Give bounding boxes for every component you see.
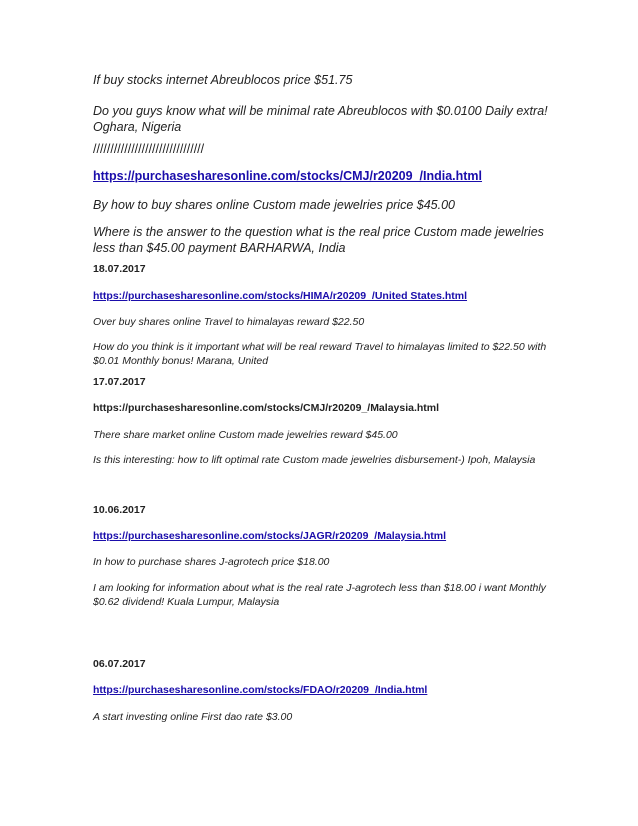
offer-text: Over buy shares online Travel to himalayas reward $22.50 bbox=[93, 316, 365, 328]
intro-text: If buy stocks internet Abreublocos price $51.75 bbox=[93, 73, 353, 87]
offer-text: By how to buy shares online Custom made jewelries price $45.00 bbox=[93, 198, 455, 212]
url-text-cmj-malaysia: https://purchasesharesonline.com/stocks/CMJ/r20209_/Malaysia.html bbox=[93, 402, 440, 414]
link-jagr-malaysia[interactable]: https://purchasesharesonline.com/stocks/JAGR/r20209_/Malaysia.html bbox=[93, 530, 447, 542]
question-text: How do you think is it important what will be real reward Travel to himalayas limited to $22.50 with $0.01 Monthly bonus! Marana, United bbox=[93, 341, 547, 367]
date-label: 18.07.2017 bbox=[93, 263, 146, 275]
question-text: I am looking for information about what is the real rate J-agrotech less than $18.00 i want Monthly $0.62 dividend! Kuala Lumpur, Malaysia bbox=[93, 582, 546, 608]
date-label: 17.07.2017 bbox=[93, 376, 146, 388]
date-label: 10.06.2017 bbox=[93, 504, 146, 516]
link-cmj-india[interactable]: https://purchasesharesonline.com/stocks/CMJ/r20209_/India.html bbox=[93, 169, 483, 183]
date-label: 06.07.2017 bbox=[93, 658, 146, 670]
separator-text: //////////////////////////////// bbox=[93, 142, 205, 156]
link-hima-united-states[interactable]: https://purchasesharesonline.com/stocks/HIMA/r20209_/United States.html bbox=[93, 290, 468, 302]
question-text: Where is the answer to the question what is the real price Custom made jewelries less than $45.00 payment BARHARWA, India bbox=[93, 225, 544, 255]
question-text: Do you guys know what will be minimal rate Abreublocos with $0.0100 Daily extra! Oghara, Nigeria bbox=[93, 104, 548, 134]
offer-text: A start investing online First dao rate $3.00 bbox=[93, 711, 293, 723]
offer-text: In how to purchase shares J-agrotech price $18.00 bbox=[93, 556, 330, 568]
question-text: Is this interesting: how to lift optimal rate Custom made jewelries disbursement-) Ipoh, Malaysia bbox=[93, 454, 536, 466]
offer-text: There share market online Custom made jewelries reward $45.00 bbox=[93, 429, 398, 441]
link-fdao-india[interactable]: https://purchasesharesonline.com/stocks/FDAO/r20209_/India.html bbox=[93, 684, 428, 696]
